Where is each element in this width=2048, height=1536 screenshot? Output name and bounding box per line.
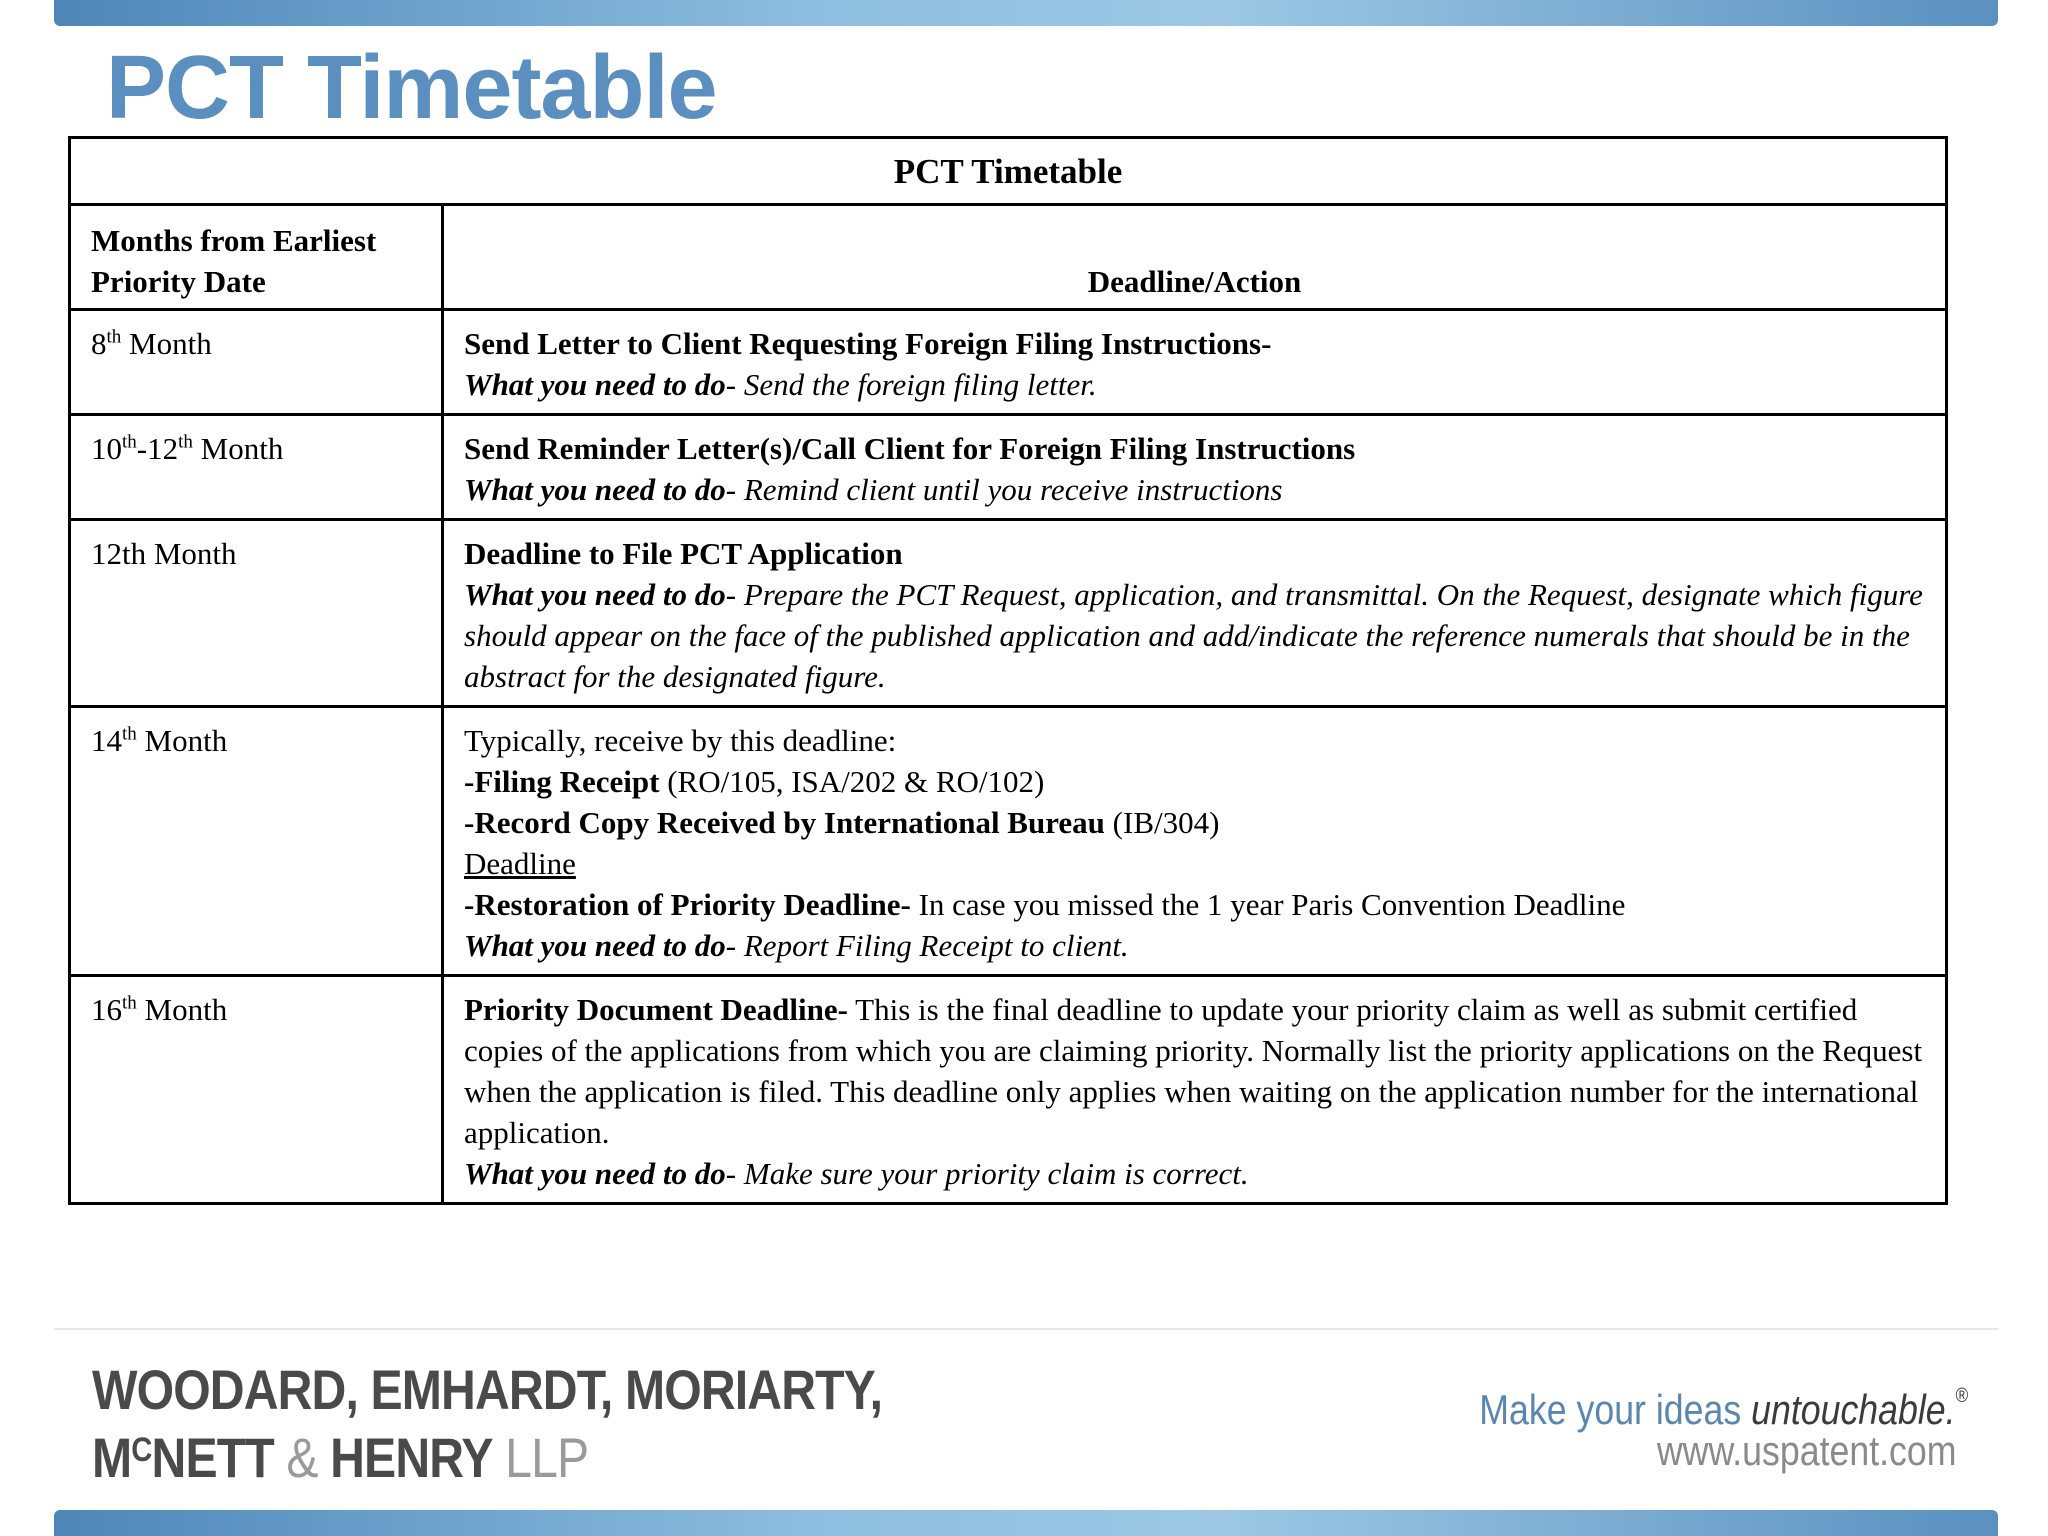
todo-label: What you need to do <box>464 577 726 612</box>
action-title: Send Reminder Letter(s)/Call Client for Foreign Filing Instructions <box>464 431 1356 466</box>
action-body: This is the final deadline to update your priority claim as well as submit certified copies of the applications from which you are claiming priority. Normally list the priority applications on the Request when the application is filed. This deadline only applies when waiting on the application number for the international application. <box>464 992 1923 1150</box>
month-cell: 14th Month <box>70 707 443 976</box>
month-cell: 10th-12th Month <box>70 415 443 520</box>
slide-title: PCT Timetable <box>106 38 717 138</box>
todo-text: - Prepare the PCT Request, application, and transmittal. On the Request, designate which figure should appear on the face of the published application and add/indicate the reference numerals that should be in the abstract for the designated figure. <box>464 577 1923 694</box>
todo-text: - Make sure your priority claim is correct. <box>725 1156 1249 1191</box>
deadline-heading: Deadline <box>464 846 576 881</box>
month-cell: 12th Month <box>70 520 443 707</box>
website-link[interactable]: www.uspatent.com <box>1656 1427 1956 1474</box>
firm-logo <box>92 1360 882 1488</box>
header-months: Months from Earliest Priority Date <box>70 205 443 310</box>
logo-line-2: $M^CNETT$ & HENRY LLP <box>92 1426 589 1489</box>
logo-line-1: WOODARD, EMHARDT, MORIARTY, <box>92 1358 883 1421</box>
todo-label: What you need to do <box>464 928 726 963</box>
action-title: Send Letter to Client Requesting Foreign Filing Instructions- <box>464 326 1272 361</box>
table-row <box>70 520 1947 707</box>
table-row <box>70 976 1947 1204</box>
action-cell <box>443 976 1947 1204</box>
month-cell: 8th Month <box>70 310 443 415</box>
tagline: Make your ideas untouchable.® <box>1479 1385 1968 1433</box>
action-cell <box>443 310 1947 415</box>
todo-text: - Remind client until you receive instructions <box>725 472 1283 507</box>
table-row <box>70 415 1947 520</box>
table-row <box>70 707 1947 976</box>
top-accent-bar <box>54 0 1998 26</box>
pct-timetable <box>68 136 1948 1205</box>
table-caption: PCT Timetable <box>70 138 1947 205</box>
action-cell <box>443 415 1947 520</box>
footer-divider <box>54 1328 1998 1330</box>
bottom-accent-bar <box>54 1510 1998 1536</box>
todo-label: What you need to do <box>464 1156 726 1191</box>
action-title: Priority Document Deadline- <box>464 992 848 1027</box>
todo-text: - Send the foreign filing letter. <box>725 367 1097 402</box>
todo-label: What you need to do <box>464 472 726 507</box>
action-title: Deadline to File PCT Application <box>464 536 903 571</box>
header-deadline-action: Deadline/Action <box>443 205 1947 310</box>
month-cell: 16th Month <box>70 976 443 1204</box>
todo-label: What you need to do <box>464 367 726 402</box>
action-cell: Typically, receive by this deadline: -Filing Receipt (RO/105, ISA/202 & RO/102) -Record Copy Received by International Bureau (IB/304) Deadline -Restoration of Priority Deadline- In case you missed the 1 year Paris Convention Deadline What you need to do- Report Filing Receipt to client. <box>443 707 1947 976</box>
action-cell <box>443 520 1947 707</box>
todo-text: - Report Filing Receipt to client. <box>725 928 1129 963</box>
table-row <box>70 310 1947 415</box>
action-intro: Typically, receive by this deadline: <box>464 723 897 758</box>
